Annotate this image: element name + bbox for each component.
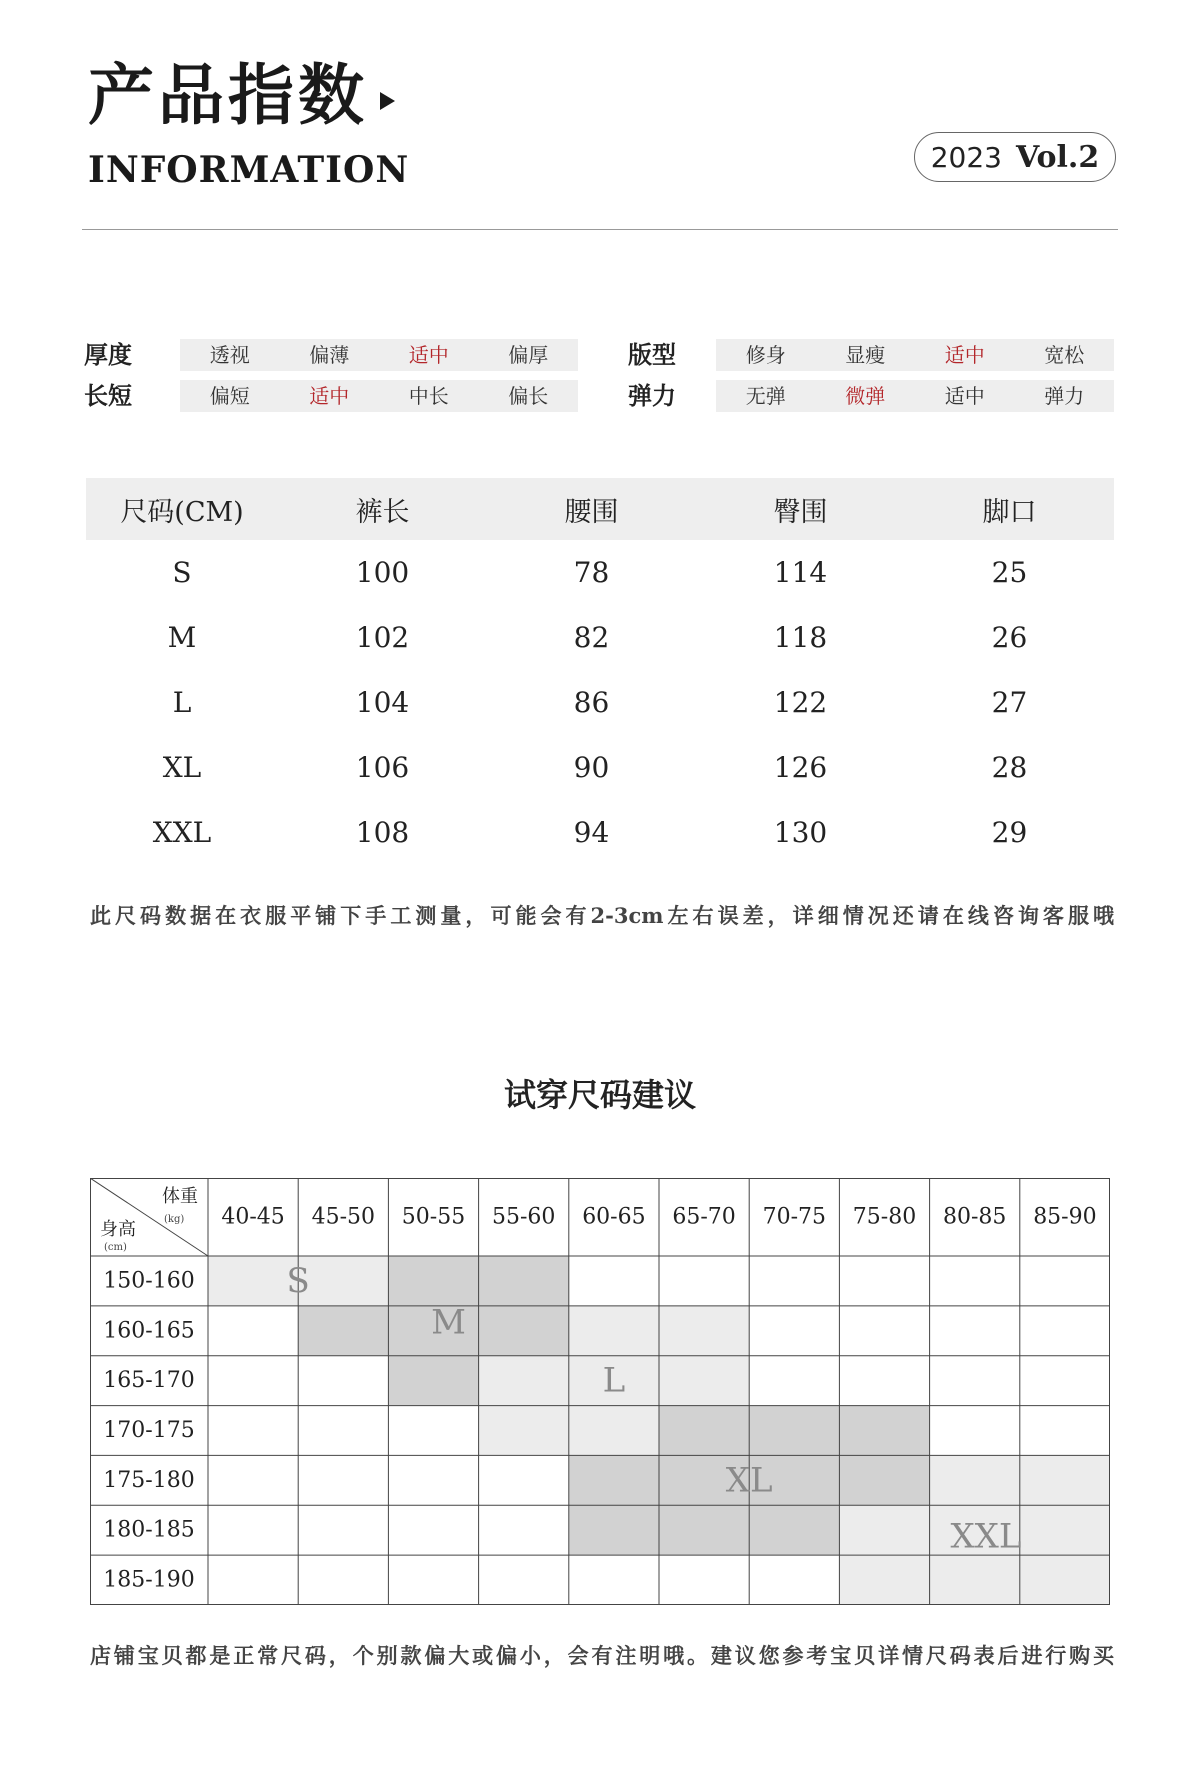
value-cell: 100 [355, 556, 410, 589]
volume-number: Vol.2 [1016, 139, 1100, 175]
table-row [86, 670, 1114, 735]
corner-weight-label: 体重 [162, 1186, 198, 1207]
header-cell: 尺码(CM) [86, 478, 278, 540]
size-band-cell-s [298, 1256, 388, 1306]
attr-option: 中长 [408, 384, 449, 408]
value-cell: 78 [573, 556, 610, 589]
height-label: 160-165 [103, 1318, 195, 1344]
size-band-cell-m [298, 1306, 388, 1356]
size-band-cell-xl [569, 1505, 659, 1555]
attr-option-selected: 适中 [944, 343, 985, 367]
page-title: 产品指数 [88, 56, 368, 134]
value-cell: 94 [573, 816, 610, 849]
attr-option: 适中 [944, 384, 985, 408]
header-cell: 腰围 [487, 478, 696, 540]
weight-header: 75-80 [852, 1204, 917, 1230]
size-cell: XXL [152, 816, 212, 849]
header-cell: 臀围 [696, 478, 905, 540]
weight-header: 60-65 [582, 1204, 646, 1230]
value-cell: 82 [573, 621, 610, 654]
attr-option-selected: 适中 [408, 343, 449, 367]
attr-option: 偏厚 [508, 343, 549, 367]
value-cell: 29 [991, 816, 1028, 849]
height-label: 170-175 [103, 1418, 195, 1443]
table-row [86, 605, 1114, 670]
attr-option: 无弹 [745, 384, 786, 408]
size-band-cell-m [388, 1356, 478, 1406]
volume-badge [914, 132, 1116, 182]
size-band-cell-m [479, 1256, 569, 1306]
size-cell: L [172, 686, 192, 719]
attr-option: 修身 [745, 343, 786, 367]
attr-bar-thickness [180, 339, 578, 371]
size-band-cell-xxl [1020, 1505, 1110, 1555]
size-band-cell-l [569, 1306, 659, 1356]
attr-bar-elasticity [716, 380, 1114, 412]
attr-bar-length [180, 380, 578, 412]
page-subtitle: INFORMATION [88, 149, 410, 191]
value-cell: 86 [573, 686, 610, 719]
weight-header: 80-85 [942, 1204, 1007, 1230]
size-cell: S [172, 556, 192, 589]
corner-height-unit: (cm) [104, 1242, 127, 1253]
value-cell: 122 [773, 686, 828, 719]
size-band-label-l: L [602, 1360, 626, 1401]
height-label: 185-190 [103, 1567, 195, 1593]
attr-label-fit: 版型 [628, 340, 676, 369]
weight-header: 45-50 [311, 1204, 376, 1230]
attr-option-selected: 适中 [309, 384, 350, 408]
value-cell: 27 [991, 686, 1028, 719]
size-band-cell-xxl [839, 1555, 929, 1605]
header-cell: 裤长 [278, 478, 487, 540]
height-label: 175-180 [103, 1467, 195, 1493]
size-band-cell-xxl [839, 1505, 929, 1555]
size-band-cell-xxl [930, 1555, 1020, 1605]
attr-option: 偏薄 [309, 343, 350, 367]
size-band-cell-xl [749, 1406, 839, 1456]
attr-option: 弹力 [1044, 384, 1085, 408]
weight-header: 55-60 [491, 1204, 556, 1230]
size-band-cell-m [388, 1256, 478, 1306]
attr-option: 偏短 [209, 384, 250, 408]
size-table [86, 478, 1114, 865]
attr-option: 透视 [209, 343, 250, 367]
fit-guide-note: 店铺宝贝都是正常尺码，个别款偏大或偏小，会有注明哦。建议您参考宝贝详情尺码表后进行购买 [90, 1643, 1114, 1668]
value-cell: 130 [773, 816, 828, 849]
size-band-cell-xxl [1020, 1455, 1110, 1505]
size-band-cell-l [659, 1356, 749, 1406]
size-band-label-m: M [431, 1302, 466, 1343]
size-band-cell-xl [659, 1505, 749, 1555]
weight-header: 50-55 [401, 1204, 466, 1230]
corner-weight-unit: (kg) [164, 1214, 185, 1225]
size-band-cell-xl [659, 1406, 749, 1456]
height-label: 180-185 [103, 1517, 195, 1543]
size-band-cell-xxl [1020, 1555, 1110, 1605]
size-band-cell-xl [839, 1455, 929, 1505]
value-cell: 118 [773, 621, 828, 654]
value-cell: 90 [573, 751, 610, 784]
size-band-label-xl: XL [725, 1460, 773, 1501]
weight-header: 65-70 [672, 1204, 736, 1230]
size-cell: M [167, 621, 197, 654]
corner-height-label: 身高 [100, 1219, 136, 1240]
value-cell: 102 [355, 621, 410, 654]
size-band-cell-l [569, 1406, 659, 1456]
value-cell: 26 [991, 621, 1028, 654]
value-cell: 114 [773, 556, 828, 589]
size-table-header [86, 478, 1114, 540]
value-cell: 126 [773, 751, 828, 784]
size-table-note: 此尺码数据在衣服平铺下手工测量，可能会有2-3cm左右误差，详细情况还请在线咨询客服哦 [90, 903, 1114, 928]
header-divider [82, 229, 1118, 230]
attr-label-elasticity: 弹力 [628, 381, 676, 410]
size-band-cell-l [479, 1356, 569, 1406]
size-cell: XL [162, 751, 202, 784]
value-cell: 106 [355, 751, 410, 784]
attr-option-selected: 微弹 [845, 384, 886, 408]
size-band-cell-l [659, 1306, 749, 1356]
size-band-cell-xl [569, 1455, 659, 1505]
height-label: 150-160 [103, 1268, 195, 1294]
height-label: 165-170 [103, 1368, 195, 1394]
value-cell: 28 [991, 751, 1028, 784]
play-arrow-icon [380, 92, 395, 110]
weight-header: 70-75 [762, 1204, 827, 1230]
table-row [86, 540, 1114, 605]
table-row [86, 735, 1114, 800]
size-band-label-xxl: XXL [950, 1516, 1022, 1557]
table-row [86, 800, 1114, 865]
attr-option: 宽松 [1044, 343, 1085, 367]
attr-option: 偏长 [508, 384, 549, 408]
size-band-cell-xxl [930, 1455, 1020, 1505]
fit-guide-title: 试穿尺码建议 [503, 1076, 696, 1114]
attr-label-thickness: 厚度 [84, 340, 132, 369]
weight-header: 85-90 [1033, 1204, 1097, 1230]
size-band-cell-m [479, 1306, 569, 1356]
size-band-cell-xl [839, 1406, 929, 1456]
header-cell: 脚口 [905, 478, 1114, 540]
volume-year: 2023 [930, 140, 1002, 174]
attr-bar-fit [716, 339, 1114, 371]
size-band-label-s: S [286, 1260, 310, 1301]
value-cell: 104 [355, 686, 410, 719]
attr-option: 显瘦 [845, 343, 886, 367]
attr-label-length: 长短 [84, 381, 132, 410]
weight-header: 40-45 [221, 1204, 285, 1230]
size-band-cell-s [208, 1256, 298, 1306]
size-band-cell-xl [749, 1505, 839, 1555]
size-band-cell-l [479, 1406, 569, 1456]
fit-guide-grid [90, 1178, 1110, 1605]
value-cell: 25 [991, 556, 1028, 589]
value-cell: 108 [355, 816, 410, 849]
